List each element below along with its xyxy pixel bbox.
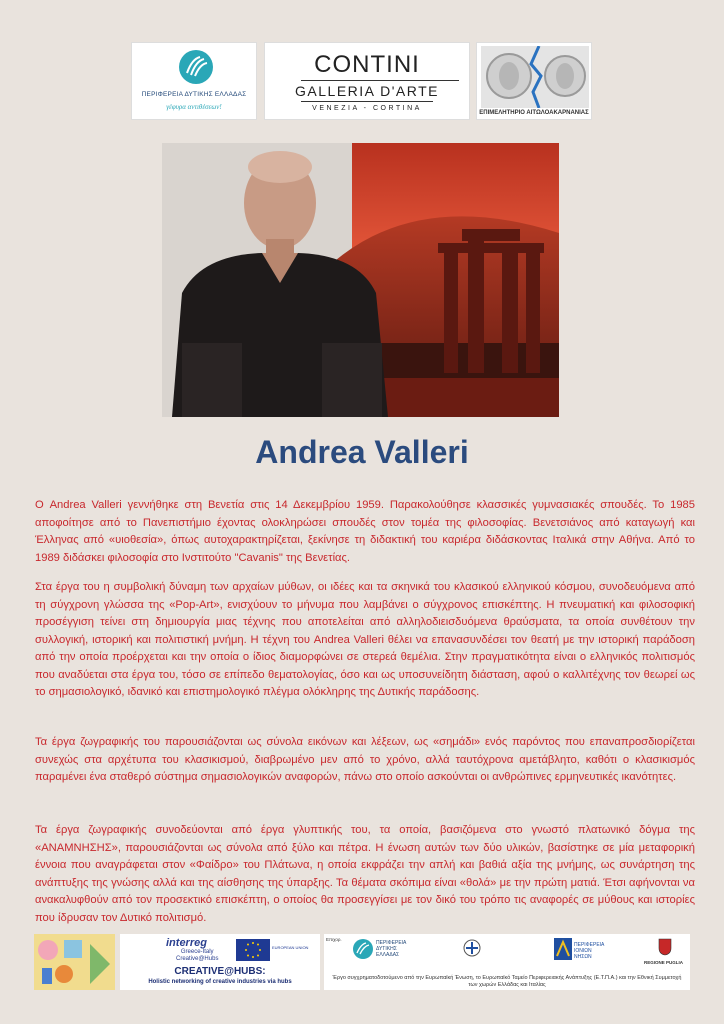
- region-name: ΠΕΡΙΦΕΡΕΙΑ ΔΥΤΙΚΗΣ ΕΛΛΑΔΑΣ: [141, 91, 247, 98]
- divider: [301, 101, 433, 102]
- coins-emblem-icon: [481, 46, 589, 108]
- puglia-emblem-icon: [658, 938, 672, 956]
- partner-ionian-name: ΠΕΡΙΦΕΡΕΙΑ ΙΟΝΙΩΝ ΝΗΣΩΝ: [574, 942, 605, 960]
- footer-art-image: [34, 934, 115, 990]
- interreg-program-name: Greece-Italy: [180, 949, 214, 955]
- biography-paragraph: Ο Andrea Valleri γεννήθηκε στη Βενετία στις 14 Δεκεμβρίου 1959. Παρακολούθησε κλασσικές γυμνασιακές σπουδές. Το 1985 αποφοίτησε από το Πανεπιστήμιο έχοντας ολοκληρώσει σπουδές στον τομέα της φιλοσοφίας. Βενετσιάνος από καταγωγή και Έλληνας από «υιοθεσία», όπως αυτοχαρακτηρίζεται, ξεκίνησε τη διδακτική του καριέρα διδάσκοντας Ιταλικά στην Αθήνα. Από το 1989 διδάσκει φιλοσοφία στο Ινστιτούτο "Cavanis" της Βενετίας.: [35, 499, 695, 564]
- ionian-emblem-icon: [554, 938, 572, 960]
- interreg-brand: interreg: [166, 937, 207, 949]
- artist-name-title: Andrea Valleri: [255, 434, 469, 470]
- project-name: CREATIVE@HUBS:: [174, 966, 266, 977]
- eu-flag-icon: [236, 939, 270, 961]
- region-slogan: γέφυρα αντιθέσεων!: [166, 103, 222, 111]
- partner-region-name: ΠΕΡΙΦΕΡΕΙΑ ΔΥΤΙΚΗΣ ΕΛΛΑΔΑΣ: [376, 940, 407, 958]
- gallery-subtitle: GALLERIA D'ARTE: [295, 83, 439, 99]
- logo-contini: [264, 42, 470, 120]
- divider: [301, 80, 459, 81]
- project-tagline: Holistic networking of creative industries via hubs: [148, 979, 292, 985]
- gallery-cities: VENEZIA - CORTINA: [312, 105, 422, 112]
- biography-paragraph: Στα έργα του η συμβολική δύναμη των αρχαίων μύθων, οι ιδέες και τα σκηνικά του κλασικού ελληνικού κόσμου, συνοδευόμενα από τη σύγχρονη γλώσσα της «Pop-Art», ενισχύουν το μήνυμα που λαμβάνει ο σύγχρονος επισκέπτης. Η πνευματική και φιλοσοφική προσέγγιση τείνει στη δημιουργία μιας τέχνης που αποτελείται από αλληλοδιεισδυόμενα θραύσματα, τα οποία συνθέτουν την συλλογική, ιστορική και πολιτιστική μνήμη. Η τέχνη του Andrea Valleri θέλει να επανασυνδέσει τον θεατή με την ιστορική παράδοση από την οποία προέρχεται και την οποία ο ίδιος διαμορφώνει σε στερεά θεμέλια. Στην πραγματικότητα είναι ο ελληνικός πολιτισμός που αναδύεται στα έργα του, τόσο σε επίπεδο θεματολογίας, όσο και ως υποσυνείδητη διάσταση, αφού ο καλλιτέχνης τον θεωρεί ως το σημασιολογικό, ιδανικό και επιστημολογικό πλέγμα ολόκληρης της Δυτικής παράδοσης.: [35, 581, 695, 698]
- logo-western-greece: [131, 42, 257, 120]
- logo-chamber: [476, 42, 592, 120]
- region-emblem-icon: [178, 49, 214, 85]
- interreg-program: [176, 949, 218, 963]
- partner-puglia-name: REGIONE PUGLIA: [644, 960, 684, 965]
- biography-paragraph: Τα έργα ζωγραφικής συνοδεύονται από έργα γλυπτικής του, τα οποία, βασιζόμενα στο γνωστό πλατωνικό δόγμα της «ΑΝΑΜΝΗΣΗΣ», παρουσιάζονται ως σύνολα από ξύλο και πέτρα. Η ένωση αυτών των δύο υλικών, βασίστηκε σε μία μεταφορική έννοια που αναγράφεται στον «Φαίδρο» του Πλάτωνα, η οποία εκφράζει την απλή και βαθιά αξία της μνήμης, ως συνάρτηση της ανάπτυξης της γνώσης αλλά και της αίσθησης της ύπαρξης. Τα θέματα σκόπιμα είναι «θολά» με την πρώτη ματιά. Έτσι αφήνονται να ανακαλυφθούν από τον προσεκτικό επισκέπτη, ο οποίος θα προσεγγίσει με τον δικό του τρόπο τις αναφορές σε μύθους και ιστορίες που ίδρυσαν τον Δυτικό πολιτισμό.: [35, 824, 695, 924]
- biography-paragraph: Τα έργα ζωγραφικής του παρουσιάζονται ως σύνολα εικόνων και λέξεων, ως «σημάδι» ενός παρόντος που επαναπροσδιορίζεται συνεχώς στα αρχέτυπα του κλασικισμού, διαβρωμένο μεν από το χρόνο, αλλά ταυτόχρονα αμετάβλητο, καθότι ο κλασικισμός παραμένει ένα σταθερό σύστημα σημασιολογικών αναφορών, πάνω στο οποίο ασκούνται οι ανθρώπινες ερμηνευτικές ικανότητες.: [35, 736, 695, 783]
- region-emblem-icon: [352, 938, 374, 960]
- eu-label: EUROPEAN UNION: [272, 945, 309, 950]
- artist-portrait-image: [162, 143, 559, 417]
- gallery-name: CONTINI: [314, 51, 420, 78]
- funding-text: Έργο συγχρηματοδοτούμενο από την Ευρωπαϊκή Ένωση, το Ευρωπαϊκό Ταμείο Περιφερειακής Ανάπτυξης (Ε.Τ.Π.Α.) και την Εθνική Συμμετοχή των χωρών Ελλάδας και Ιταλίας: [332, 975, 682, 988]
- interreg-logo: [120, 934, 320, 990]
- interreg-program-sub: Creative@Hubs: [176, 956, 219, 962]
- partners-caption: Επιχορ.: [326, 937, 342, 942]
- chamber-name: ΕΠΙΜΕΛΗΤΗΡΙΟ ΑΙΤΩΛΟΑΚΑΡΝΑΝΙΑΣ: [479, 110, 589, 116]
- greek-emblem-icon: [462, 938, 482, 960]
- partners-logos: [324, 934, 690, 990]
